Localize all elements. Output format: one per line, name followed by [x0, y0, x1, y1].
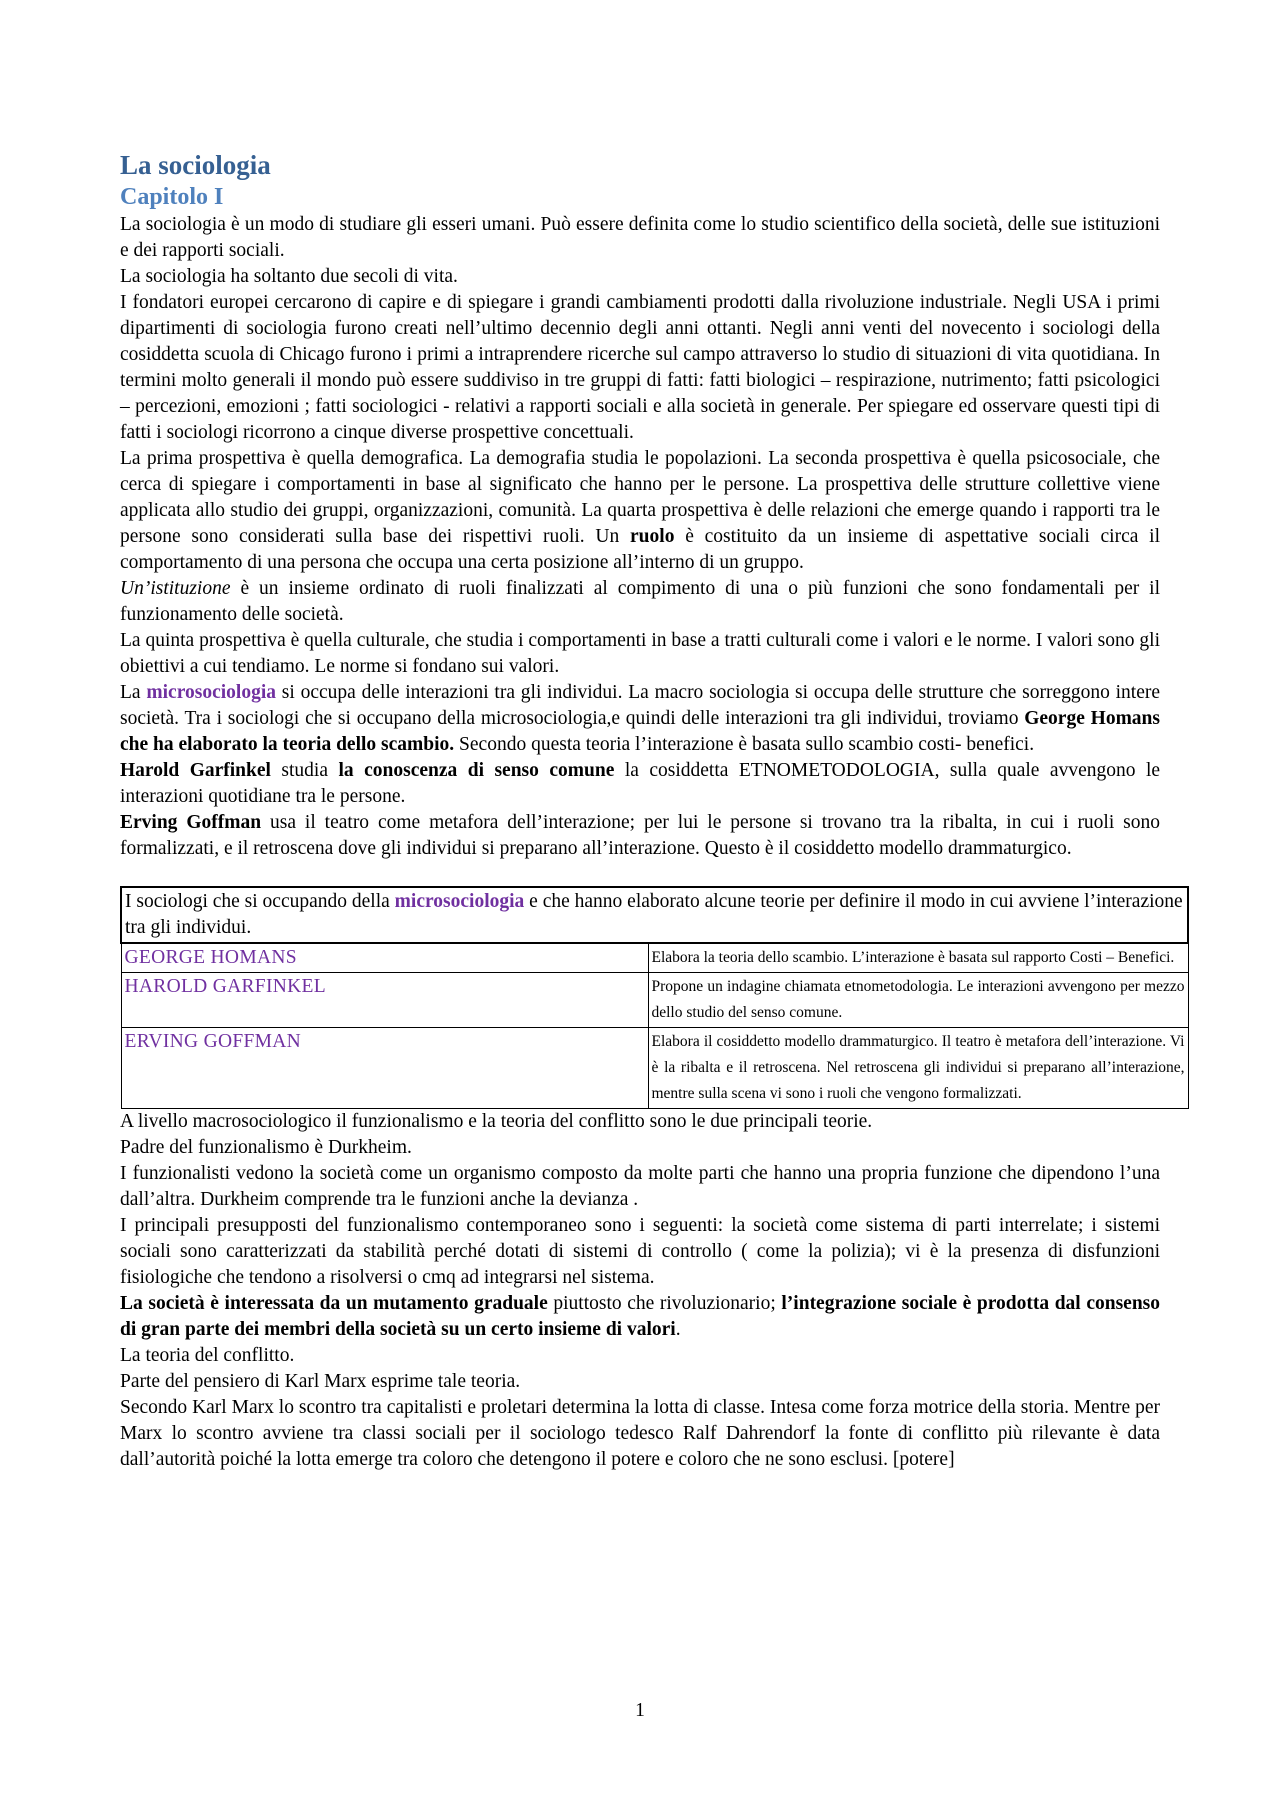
- text-segment: Secondo questa teoria l’interazione è basata sullo scambio costi- benefici.: [459, 734, 1035, 755]
- chapter-heading: Capitolo I: [120, 184, 224, 210]
- sociologist-name: ERVING GOFFMAN: [121, 1028, 648, 1109]
- bold-garfinkel: Harold Garfinkel: [120, 760, 271, 781]
- paragraph-assumptions: I principali presupposti del funzionalismo contemporaneo sono i seguenti: la società come sistema di parti interrelate; i sistemi sociali sono caratterizzati da stabilità perché dotati di sistemi di controllo ( come la polizia); vi è la presenza di disfunzioni fisiologiche che tendono a risolversi o cmq ad integrarsi nel sistema.: [120, 1215, 1160, 1288]
- paragraph-culture: La quinta prospettiva è quella culturale, che studia i comportamenti in base a tratti culturali come i valori e le norme. I valori sono gli obiettivi a cui tendiamo. Le norme si fondano sui valori.: [120, 630, 1160, 677]
- paragraph-institution: [120, 576, 1160, 628]
- text-segment: piuttosto che rivoluzionario;: [553, 1293, 776, 1314]
- paragraph-microsociology: [120, 680, 1160, 758]
- page-number: 1: [635, 1700, 645, 1721]
- bold-mutamento: La società è interessata da un mutamento graduale: [120, 1293, 548, 1314]
- table-intro-row: [121, 887, 1188, 943]
- paragraph-marx: Parte del pensiero di Karl Marx esprime tale teoria.: [120, 1371, 521, 1392]
- document-body: [120, 148, 1185, 1473]
- text-segment: è costituito da un insieme di aspettative sociali circa il comportamento di una persona che occupa una certa posizione all’interno di un gruppo.: [120, 526, 1160, 573]
- text-segment: studia: [281, 760, 329, 781]
- text-segment: la cosiddetta ETNOMETODOLOGIA, sulla quale avvengono le interazioni quotidiane tra le persone.: [120, 760, 1161, 807]
- bold-homans: George Homans che ha elaborato la teoria dello scambio.: [120, 708, 1160, 755]
- text-segment: si occupa delle interazioni tra gli individui. La macro sociologia si occupa delle strutture che sorreggono intere società. Tra i sociologi che si occupano della microsociologia,e quindi delle interazioni tra gli individui, troviamo: [120, 682, 1161, 729]
- table-row: [121, 1028, 1188, 1109]
- sociologist-name: HAROLD GARFINKEL: [121, 973, 648, 1028]
- italic-term-istituzione: Un’istituzione: [120, 578, 231, 599]
- paragraph-goffman: [120, 810, 1160, 862]
- sociologists-table: [120, 886, 1189, 1109]
- paragraph-history: La sociologia ha soltanto due secoli di vita.: [120, 266, 458, 287]
- text-segment: è un insieme ordinato di ruoli finalizzati al compimento di una o più funzioni che sono fondamentali per il funzionamento delle società.: [120, 578, 1161, 625]
- text-segment: .: [675, 1319, 681, 1340]
- table-row: [121, 973, 1188, 1028]
- table-intro-cell: [121, 887, 1188, 943]
- text-segment: usa il teatro come metafora dell’interazione; per lui le persone si trovano tra la ribalta, in cui i ruoli sono formalizzati, e il retroscena dove gli individui si preparano all’interazione. Questo è il cosiddetto modello drammaturgico.: [120, 812, 1161, 859]
- paragraph-functionalists: I funzionalisti vedono la società come un organismo composto da molte parti che hanno una propria funzione che dipendono l’una dall’altra. Durkheim comprende tra le funzioni anche la devianza .: [120, 1163, 1160, 1210]
- paragraph-macro: A livello macrosociologico il funzionalismo e la teoria del conflitto sono le due principali teorie.: [120, 1111, 873, 1132]
- text-segment: e che hanno elaborato alcune teorie per definire il modo in cui avviene l’interazione tra gli individui.: [125, 891, 1183, 938]
- bold-goffman: Erving Goffman: [120, 812, 262, 833]
- highlight-microsociologia: microsociologia: [394, 891, 525, 912]
- sociologist-description: Propone un indagine chiamata etnometodologia. Le interazioni avvengono per mezzo dello studio del senso comune.: [648, 973, 1188, 1028]
- paragraph-durkheim: Padre del funzionalismo è Durkheim.: [120, 1137, 412, 1158]
- document-title: La sociologia: [120, 150, 271, 180]
- paragraph-garfinkel: [120, 758, 1160, 810]
- sociologist-description: Elabora la teoria dello scambio. L’interazione è basata sul rapporto Costi – Benefici.: [648, 943, 1188, 973]
- sociologist-description: Elabora il cosiddetto modello drammaturgico. Il teatro è metafora dell’interazione. Vi è la ribalta e il retroscena. Nel retroscena gli individui si preparano all’interazione, mentre sulla scena vi sono i ruoli che vengono formalizzati.: [648, 1028, 1188, 1109]
- paragraph-change: [120, 1291, 1160, 1343]
- paragraph-conflict-title: La teoria del conflitto.: [120, 1345, 295, 1366]
- paragraph-intro: La sociologia è un modo di studiare gli esseri umani. Può essere definita come lo studio scientifico della società, delle sue istituzioni e dei rapporti sociali.: [120, 214, 1160, 261]
- text-segment: I sociologi che si occupando della: [125, 891, 390, 912]
- bold-senso-comune: la conoscenza di senso comune: [338, 760, 615, 781]
- bold-term-ruolo: ruolo: [630, 526, 675, 547]
- paragraph-class-struggle: Secondo Karl Marx lo scontro tra capitalisti e proletari determina la lotta di classe. Intesa come forza motrice della storia. Mentre per Marx lo scontro avviene tra classi sociali per il sociologo tedesco Ralf Dahrendorf la fonte di conflitto più rilevante è data dall’autorità poiché la lotta emerge tra coloro che detengono il potere e coloro che ne sono esclusi. [potere]: [120, 1397, 1160, 1470]
- bold-integrazione: l’integrazione sociale è prodotta dal consenso di gran parte dei membri della società su un certo insieme di valori: [120, 1293, 1161, 1340]
- sociologist-name: GEORGE HOMANS: [121, 943, 648, 973]
- text-segment: La: [120, 682, 141, 703]
- paragraph-perspectives: [120, 446, 1160, 576]
- table-row: [121, 943, 1188, 973]
- paragraph-founders: I fondatori europei cercarono di capire e di spiegare i grandi cambiamenti prodotti dalla rivoluzione industriale. Negli USA i primi dipartimenti di sociologia furono creati nell’ultimo decennio degli anni ottanti. Negli anni venti del novecento i sociologi della cosiddetta scuola di Chicago furono i primi a intraprendere ricerche sul campo attraverso lo studio di situazioni di vita quotidiana. In termini molto generali il mondo può essere suddiviso in tre gruppi di fatti: fatti biologici – respirazione, nutrimento; fatti psicologici – percezioni, emozioni ; fatti sociologici - relativi a rapporti sociali e alla società in generale. Per spiegare ed osservare questi tipi di fatti i sociologi ricorrono a cinque diverse prospettive concettuali.: [120, 292, 1160, 443]
- highlight-microsociologia: microsociologia: [146, 682, 276, 703]
- text-segment: La prima prospettiva è quella demografica. La demografia studia le popolazioni. La seconda prospettiva è quella psicosociale, che cerca di spiegare i comportamenti in base al significato che hanno per le persone. La prospettiva delle strutture collettive viene applicata allo studio dei gruppi, organizzazioni, comunità. La quarta prospettiva è delle relazioni che emerge quando i rapporti tra le persone sono considerati sulla base dei rispettivi ruoli. Un: [120, 448, 1160, 547]
